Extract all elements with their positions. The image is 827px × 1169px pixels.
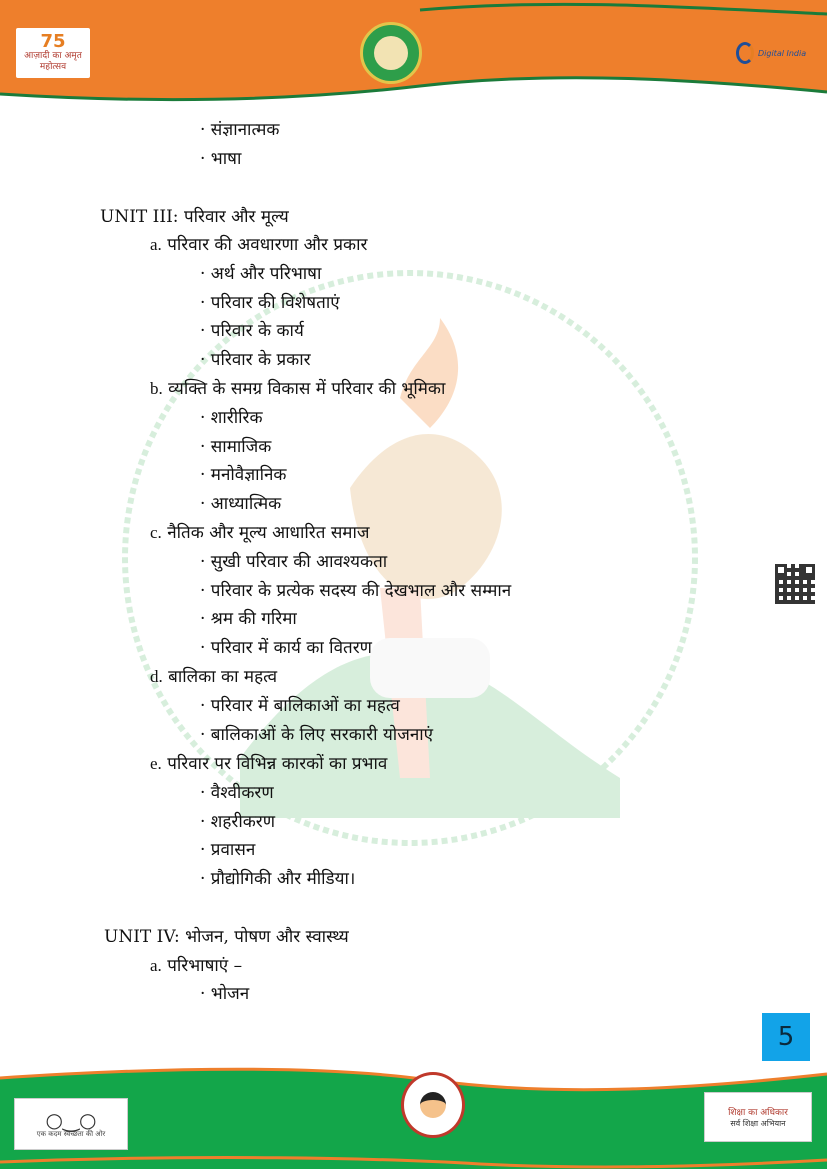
list-item: · मनोवैज्ञानिक: [200, 465, 287, 485]
list-item: · शारीरिक: [200, 408, 263, 428]
digital-india-logo: Digital India: [736, 36, 810, 70]
list-item: · परिवार की विशेषताएं: [200, 293, 340, 313]
qr-code[interactable]: [775, 564, 815, 604]
list-item: · परिवार में कार्य का वितरण: [200, 638, 372, 658]
page-number: 5: [762, 1013, 810, 1061]
list-item: · परिवार के कार्य: [200, 321, 304, 341]
list-item: · परिवार के प्रकार: [200, 350, 311, 370]
azadi-amrit-mahotsav-logo: 75 आज़ादी का अमृत महोत्सव: [16, 28, 90, 78]
subsection-heading: b. व्यक्ति के समग्र विकास में परिवार की भूमिका: [150, 379, 446, 399]
list-item: · संज्ञानात्मक: [200, 120, 280, 140]
list-item: · प्रौद्योगिकी और मीडिया।: [200, 869, 356, 889]
subsection-heading: c. नैतिक और मूल्य आधारित समाज: [150, 523, 370, 543]
list-item: · प्रवासन: [200, 840, 256, 860]
subsection-heading: e. परिवार पर विभिन्न कारकों का प्रभाव: [150, 754, 388, 774]
list-item: · सुखी परिवार की आवश्यकता: [200, 552, 388, 572]
list-item: · सामाजिक: [200, 437, 272, 457]
subsection-heading: a. परिवार की अवधारणा और प्रकार: [150, 235, 368, 255]
subsection-heading: d. बालिका का महत्व: [150, 667, 278, 687]
unit-heading: UNIT IV: भोजन, पोषण और स्वास्थ्य: [104, 927, 349, 947]
list-item: · शहरीकरण: [200, 812, 276, 832]
right-to-education-logo: शिक्षा का अधिकार सर्व शिक्षा अभियान: [704, 1092, 812, 1142]
list-item: · बालिकाओं के लिए सरकारी योजनाएं: [200, 725, 434, 745]
list-item: · भोजन: [200, 984, 250, 1004]
swachh-bharat-logo: ○‿○ एक कदम स्वच्छता की ओर: [14, 1098, 128, 1150]
list-item: · आध्यात्मिक: [200, 494, 282, 514]
unit-heading: UNIT III: परिवार और मूल्य: [100, 207, 289, 227]
girl-child-icon: [401, 1072, 465, 1138]
list-item: · भाषा: [200, 149, 242, 169]
list-item: · परिवार के प्रत्येक सदस्य की देखभाल और सम्मान: [200, 581, 512, 601]
subsection-heading: a. परिभाषाएं –: [150, 956, 243, 976]
glasses-icon: ○‿○: [45, 1107, 97, 1132]
list-item: · अर्थ और परिभाषा: [200, 264, 322, 284]
list-item: · परिवार में बालिकाओं का महत्व: [200, 696, 400, 716]
list-item: · श्रम की गरिमा: [200, 609, 297, 629]
list-item: · वैश्वीकरण: [200, 783, 274, 803]
